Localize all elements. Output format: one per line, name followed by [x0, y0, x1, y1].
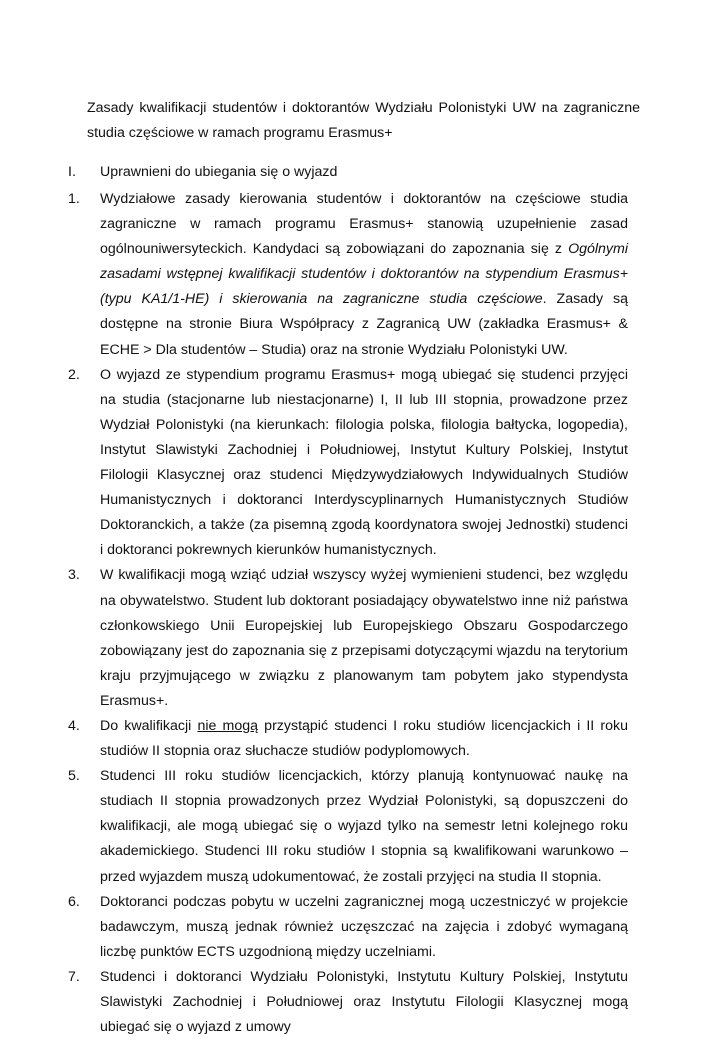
item-number: 2.	[68, 366, 80, 383]
section-title: Uprawnieni do ubiegania się o wyjazd	[100, 164, 338, 180]
item-text	[100, 187, 628, 363]
list-item	[68, 890, 628, 965]
item-number: 3.	[68, 567, 80, 584]
item-number: 6.	[68, 893, 80, 910]
item-text: O wyjazd ze stypendium programu Erasmus+ mogą ubiegać się studenci przyjęci na studia (stacjonarne lub niestacjonarne) I, II lub III stopnia, prowadzone przez Wydział Polonistyki (na kierunkach: filologia polska, filologia bałtycka, logopedia), Instytut Slawistyki Zachodniej i Południowej, Instytut Kultury Polskiej, Instytut Filologii Klasycznej oraz studenci Międzywydziałowych Indywidualnych Studiów Humanistycznych i doktoranci Interdyscyplinarnych Humanistycznych Studiów Doktoranckich, a także (za pisemną zgodą koordynatora swojej Jednostki) studenci i doktoranci pokrewnych kierunków humanistycznych.	[100, 366, 628, 559]
underlined-phrase: nie mogą	[197, 717, 259, 734]
list-item	[68, 714, 628, 764]
list-item	[68, 965, 628, 1040]
item-number: 5.	[68, 768, 80, 785]
item-number: 4.	[68, 717, 80, 734]
item-text-part: . Zasady są dostępne na stronie Biura Współpracy z Zagranicą UW (zakładka Erasmus+ & ECHE > Dla studentów – Studia) oraz na stronie Wydziału Polonistyki UW.	[100, 291, 628, 358]
document-title: Zasady kwalifikacji studentów i doktorantów Wydziału Polonistyki UW na zagraniczne studia częściowe w ramach programu Erasmus+	[87, 100, 640, 141]
rules-document-title: Ogólnymi zasadami wstępnej kwalifikacji studentów i doktorantów na stypendium Erasmus+ (typu KA1/1-HE) i skierowania na zagraniczne studia częściowe	[100, 241, 628, 308]
item-text: Studenci III roku studiów licencjackich, którzy planują kontynuować naukę na studiach II stopnia prowadzonych przez Wydział Polonistyki, są dopuszczeni do kwalifikacji, ale mogą ubiegać się o wyjazd tylko na semestr letni kolejnego roku akademickiego. Studenci III roku studiów I stopnia są kwalifikowani warunkowo – przed wyjazdem muszą udokumentować, że zostali przyjęci na studia II stopnia.	[100, 768, 628, 885]
item-text-part: Do kwalifikacji	[100, 717, 198, 734]
list-item	[68, 363, 628, 564]
list-item	[68, 187, 628, 363]
item-text: W kwalifikacji mogą wziąć udział wszyscy wyżej wymienieni studenci, bez względu na obywatelstwo. Student lub doktorant posiadający obywatelstwo inne niż państwa członkowskiego Unii Europejskiej lub Europejskiego Obszaru Gospodarczego zobowiązany jest do zapoznania się z przepisami dotyczącymi wjazdu na terytorium kraju przyjmującego w związku z planowanym tam pobytem jako stypendysta Erasmus+.	[100, 567, 628, 709]
item-number: 1.	[68, 191, 80, 207]
item-text: Doktoranci podczas pobytu w uczelni zagranicznej mogą uczestniczyć w projekcie badawczym, muszą jednak również uczęszczać na zajęcia i zdobyć wymaganą liczbę punktów ECTS uzgodnioną między uczelniami.	[100, 893, 628, 960]
list-item	[68, 764, 628, 889]
rules-list	[68, 187, 628, 1040]
item-text-part: Wydziałowe zasady kierowania studentów i doktorantów na częściowe studia zagraniczne w ramach programu Erasmus+ stanowią uzupełnienie zasad ogólnouniwersyteckich. Kandydaci są zobowiązani do zapoznania się z	[100, 191, 628, 258]
list-item	[68, 563, 628, 714]
item-text-part: przystąpić studenci I roku studiów licencjackich i II roku studiów II stopnia oraz słuchacze studiów podyplomowych.	[100, 717, 628, 760]
section-heading	[68, 160, 628, 185]
item-number: 7.	[68, 968, 80, 985]
item-text	[100, 714, 628, 764]
section-number: I.	[68, 164, 76, 180]
item-text: Studenci i doktoranci Wydziału Polonistyki, Instytutu Kultury Polskiej, Instytutu Slawistyki Zachodniej i Południowej oraz Instytutu Filologii Klasycznej mogą ubiegać się o wyjazd z umowy	[100, 968, 628, 1036]
section-i	[68, 160, 628, 1040]
